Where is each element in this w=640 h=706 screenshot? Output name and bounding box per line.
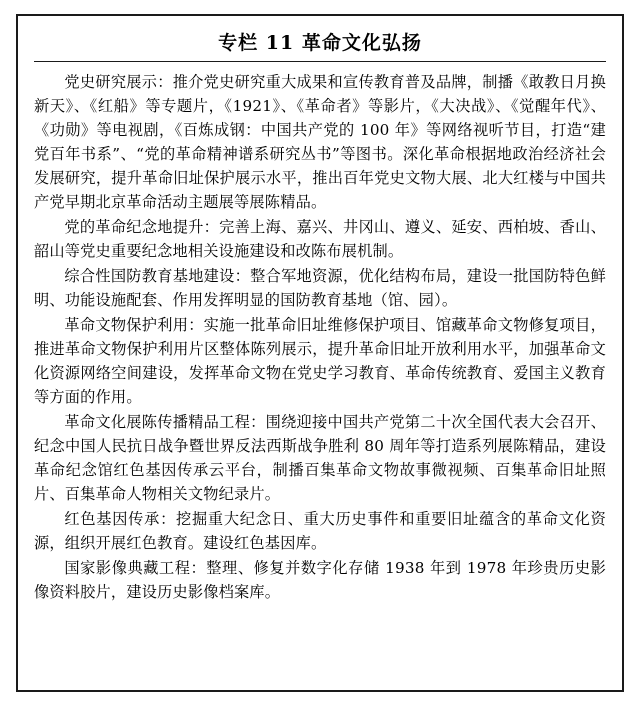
paragraph: 革命文化展陈传播精品工程：围绕迎接中国共产党第二十次全国代表大会召开、纪念中国人民抗日战争暨世界反法西斯战争胜利 80 周年等打造系列展陈精品，建设革命纪念馆红色基因传承云平台，制播百集革命文物故事微视频、百集革命旧址照片、百集革命人物相关文物纪录片。 [34,413,606,504]
paragraph: 党的革命纪念地提升：完善上海、嘉兴、井冈山、遵义、延安、西柏坡、香山、韶山等党史重要纪念地相关设施建设和改陈布展机制。 [34,218,606,261]
body-text [34,70,606,604]
paragraph: 党史研究展示：推介党史研究重大成果和宣传教育普及品牌，制播《敢教日月换新天》、《红船》等专题片，《1921》、《革命者》等影片，《大决战》、《觉醒年代》、《功勋》等电视剧，《百炼成钢：中国共产党的 100 年》等网络视听节目，打造“建党百年书系”、“党的革命精神谱系研究丛书”等图书。深化革命根据地政治经济社会发展研究，提升革命旧址保护展示水平，推出百年党史文物大展、北大红楼与中国共产党早期北京革命活动主题展等展陈精品。 [34,73,606,212]
page-title: 专栏 11 革命文化弘扬 [218,32,422,54]
callout-box [16,14,624,692]
paragraph: 红色基因传承：挖掘重大纪念日、重大历史事件和重要旧址蕴含的革命文化资源，组织开展红色教育。建设红色基因库。 [34,510,606,553]
paragraph: 国家影像典藏工程：整理、修复并数字化存储 1938 年到 1978 年珍贵历史影像资料胶片，建设历史影像档案库。 [34,559,606,602]
paragraph: 革命文物保护利用：实施一批革命旧址维修保护项目、馆藏革命文物修复项目，推进革命文物保护利用片区整体陈列展示，提升革命旧址开放利用水平，加强革命文化资源网络空间建设，发挥革命文物在党史学习教育、革命传统教育、爱国主义教育等方面的作用。 [34,316,606,407]
paragraph: 综合性国防教育基地建设：整合军地资源，优化结构布局，建设一批国防特色鲜明、功能设施配套、作用发挥明显的国防教育基地（馆、园）。 [34,267,606,310]
title-divider [34,61,606,62]
